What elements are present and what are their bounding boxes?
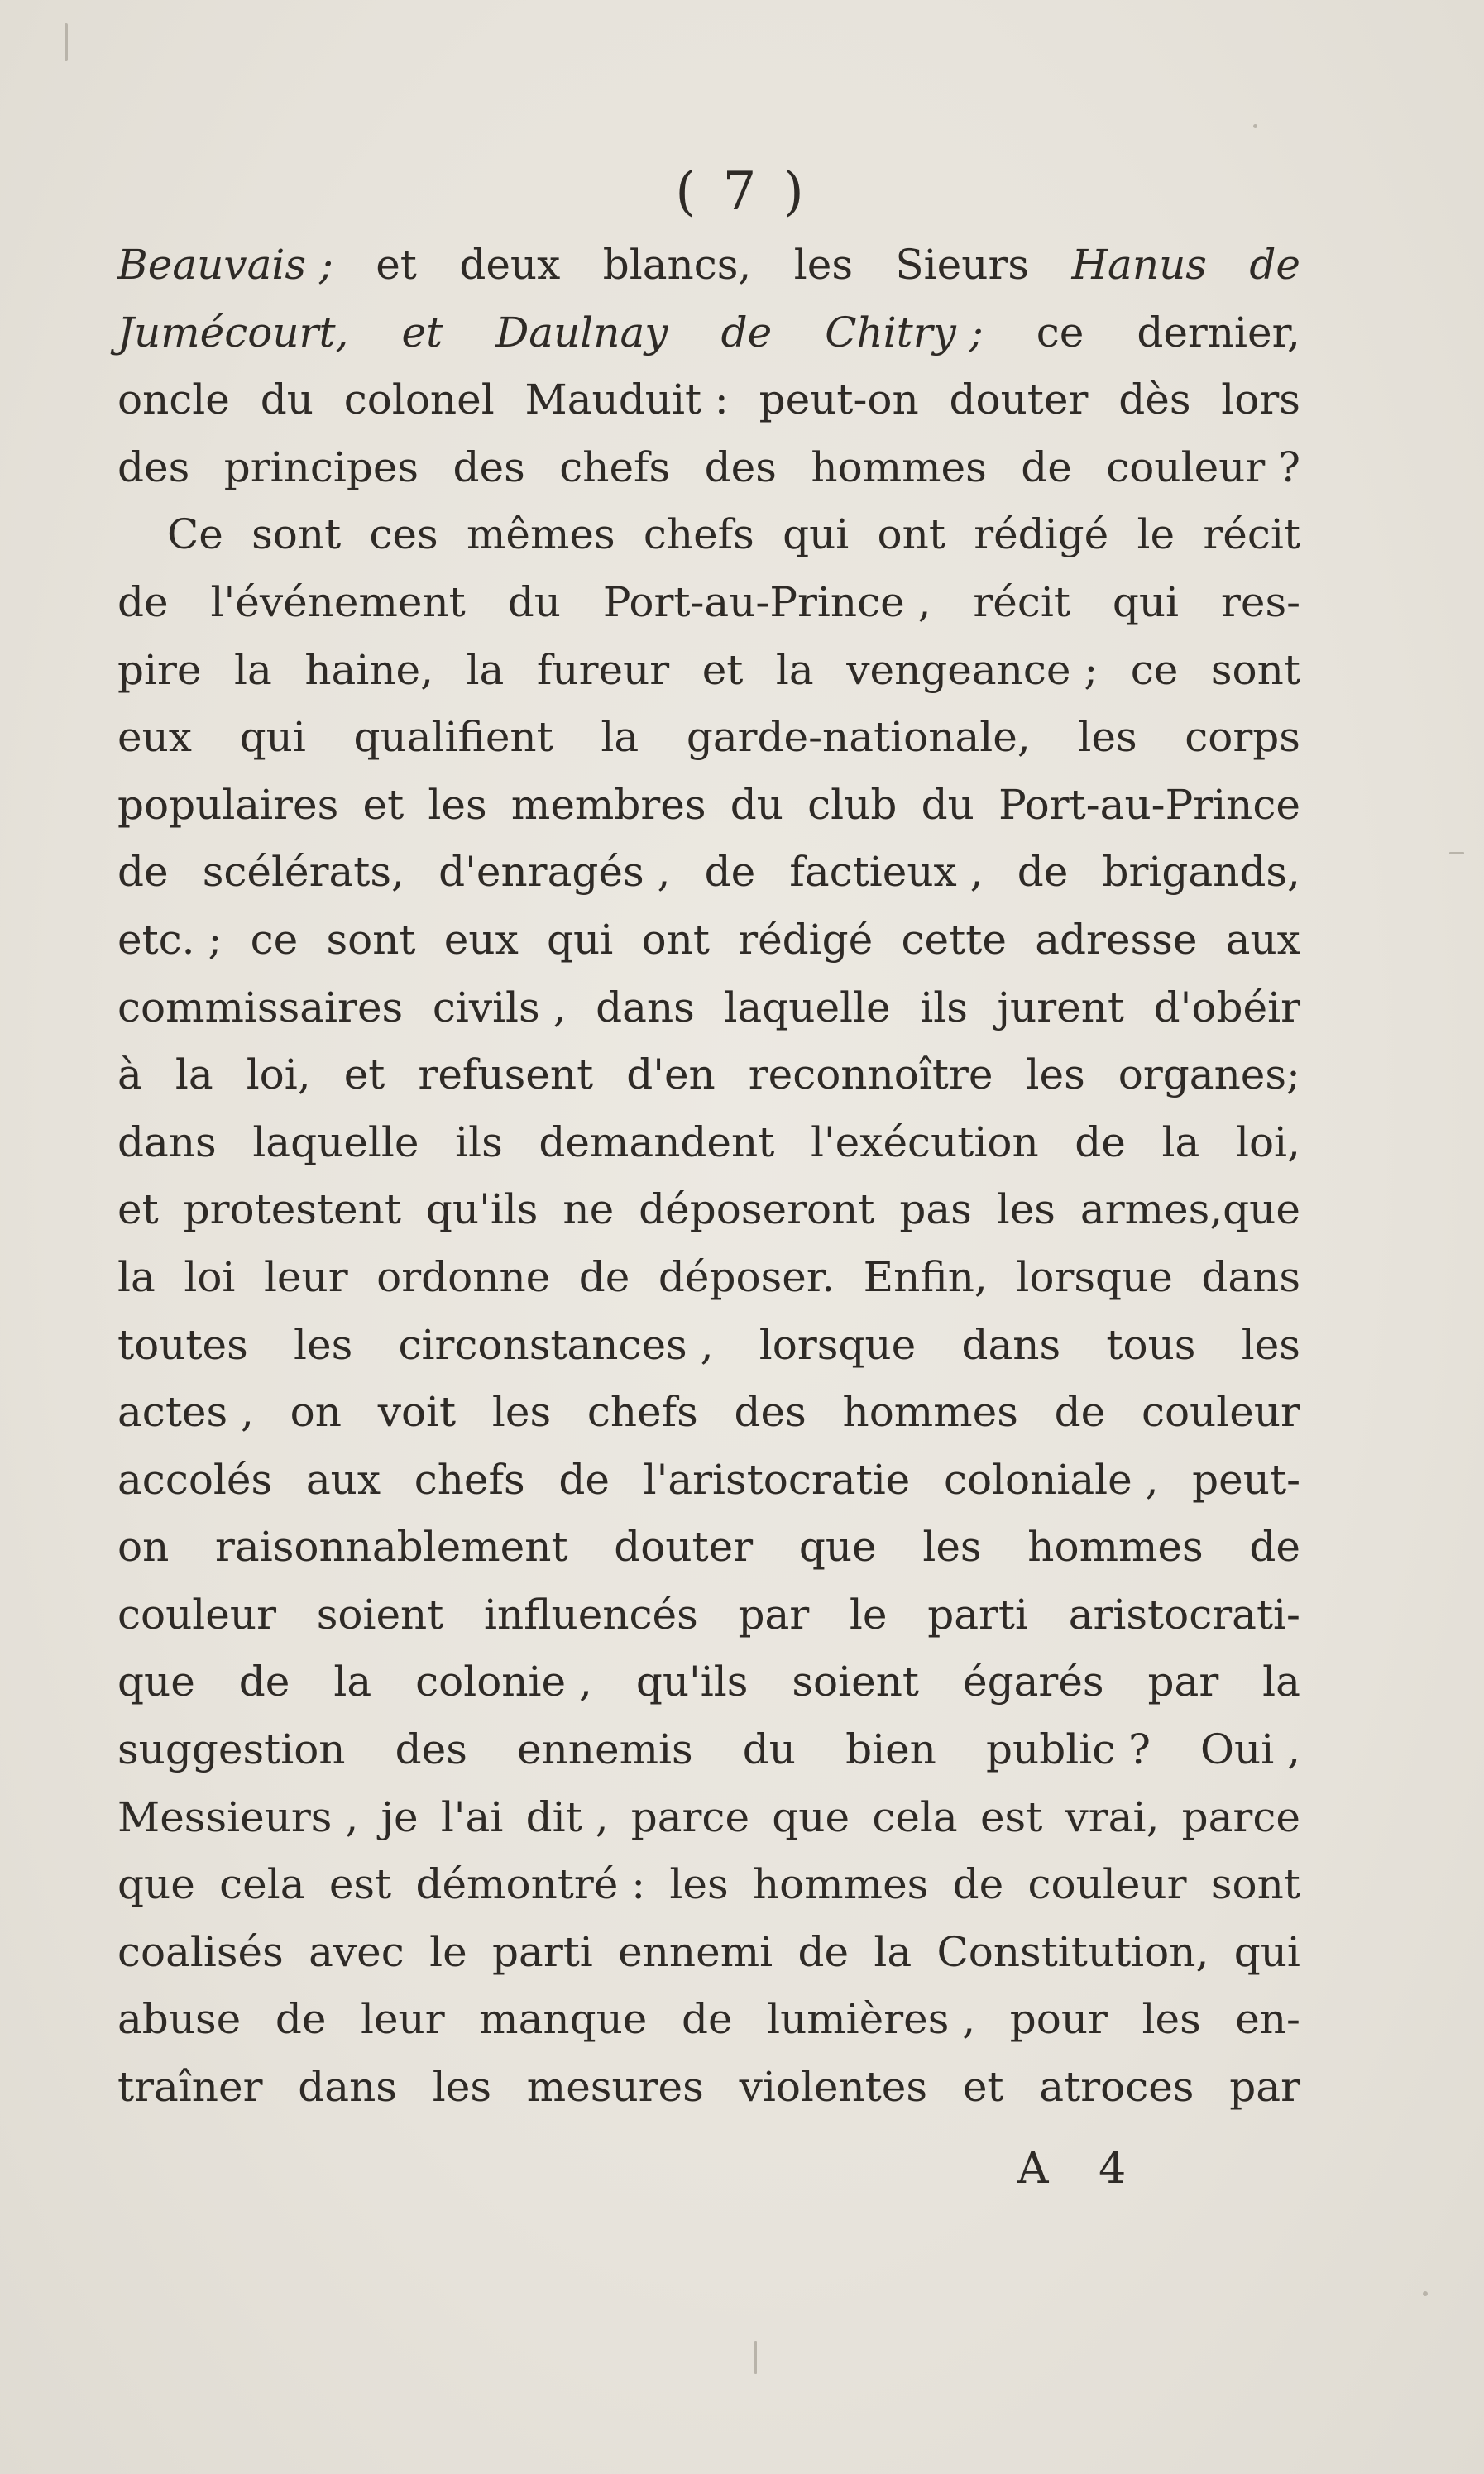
word: récit <box>973 577 1070 626</box>
word: atroces <box>1039 2063 1194 2112</box>
word: les <box>996 1185 1056 1234</box>
word: principes <box>223 443 419 491</box>
word: les <box>922 1523 982 1572</box>
word: Mauduit : <box>524 376 729 424</box>
word: factieux , <box>789 848 984 897</box>
word: parti <box>492 1927 593 1976</box>
word: par <box>1147 1658 1219 1706</box>
word: par <box>1229 2063 1300 2112</box>
word: les <box>294 1320 353 1369</box>
text-line <box>117 1109 1300 1177</box>
word: actes , <box>117 1388 254 1437</box>
text-line <box>117 1176 1300 1244</box>
word: à <box>117 1050 142 1099</box>
word: Port-au-Prince <box>998 780 1300 829</box>
word: leur <box>360 1995 445 2044</box>
word: chefs <box>414 1455 525 1504</box>
word: loi, <box>246 1050 311 1099</box>
word: rédigé <box>974 510 1109 559</box>
word: ce <box>1036 308 1084 357</box>
word: qui <box>1112 577 1180 626</box>
word: influencés <box>484 1590 698 1639</box>
word: de <box>275 1995 327 2044</box>
word: par <box>738 1590 810 1639</box>
word: soient <box>316 1590 444 1639</box>
word: est <box>328 1860 392 1909</box>
word: vengeance ; <box>846 645 1099 694</box>
word: reconnoître <box>748 1050 993 1099</box>
text-line <box>117 1312 1300 1380</box>
text-line <box>117 974 1300 1042</box>
word: la <box>775 645 814 694</box>
word: bien <box>845 1725 936 1774</box>
word: violentes <box>739 2063 928 2112</box>
word: égarés <box>962 1658 1104 1706</box>
word: commissaires <box>117 983 404 1031</box>
word: chefs <box>559 443 671 491</box>
word: organes; <box>1118 1050 1300 1099</box>
word: du <box>921 780 974 829</box>
word: et <box>117 1185 159 1234</box>
word: sont <box>1210 1860 1300 1909</box>
word: en- <box>1235 1995 1300 2044</box>
word: pour <box>1009 1995 1108 2044</box>
word: la <box>1161 1117 1200 1166</box>
text-line <box>117 501 1300 569</box>
word: dans <box>117 1117 217 1166</box>
word: eux <box>117 713 192 762</box>
word: ordonne <box>376 1252 551 1301</box>
word: de <box>578 1252 630 1301</box>
word: refusent <box>418 1050 594 1099</box>
word: les <box>669 1860 729 1909</box>
word: de <box>1249 241 1300 289</box>
word: et <box>701 645 744 694</box>
word: raisonnablement <box>215 1523 568 1572</box>
word: dès <box>1118 376 1191 424</box>
word: public ? <box>986 1725 1151 1774</box>
word: des <box>395 1725 467 1774</box>
word: tous <box>1106 1320 1196 1369</box>
word: hommes <box>842 1388 1018 1437</box>
word: hommes <box>752 1860 929 1909</box>
word: vrai, <box>1065 1792 1160 1841</box>
word: les <box>428 780 487 829</box>
word: les <box>793 241 853 289</box>
word: scélérats, <box>202 848 405 897</box>
word: Ce <box>167 510 223 559</box>
word: club <box>807 780 898 829</box>
word: et <box>401 308 443 357</box>
text-line <box>117 907 1300 974</box>
word: soient <box>792 1658 920 1706</box>
word: de <box>720 308 773 357</box>
word: couleur <box>117 1590 276 1639</box>
word: chefs <box>643 510 754 559</box>
paper-speck <box>1423 2291 1428 2296</box>
body-text <box>117 232 1300 2122</box>
text-line <box>117 1649 1300 1716</box>
word: de <box>681 1995 733 2044</box>
word: que <box>117 1860 195 1909</box>
word: l'événement <box>210 577 466 626</box>
word: lorsque <box>1016 1252 1173 1301</box>
word: circonstances , <box>398 1320 714 1369</box>
word: Enfin, <box>863 1252 988 1301</box>
word: l'exécution <box>810 1117 1039 1166</box>
catchword: A 4 <box>1017 2144 1145 2194</box>
word: douter <box>614 1523 754 1572</box>
text-line <box>117 637 1300 705</box>
word: coalisés <box>117 1927 284 1976</box>
word: Jumécourt, <box>117 308 349 357</box>
word: ce <box>1130 645 1179 694</box>
word: Beauvais ; <box>117 241 333 289</box>
page-number: ( 7 ) <box>675 161 809 223</box>
word: chefs <box>586 1388 698 1437</box>
word: laquelle <box>252 1117 419 1166</box>
word: du <box>742 1725 796 1774</box>
word: suggestion <box>117 1725 346 1774</box>
word: Daulnay <box>495 308 668 357</box>
word: les <box>432 2063 491 2112</box>
word: des <box>452 443 525 491</box>
word: ils <box>455 1117 503 1166</box>
text-line <box>117 569 1300 637</box>
word: qualifient <box>353 713 553 762</box>
word: aux <box>305 1455 381 1504</box>
word: de <box>1054 1388 1106 1437</box>
word: parce <box>1181 1792 1300 1841</box>
word: dans <box>1201 1252 1300 1301</box>
text-line <box>117 839 1300 907</box>
text-line <box>117 1514 1300 1582</box>
word: la <box>117 1252 156 1301</box>
word: la <box>234 645 272 694</box>
word: membres <box>510 780 706 829</box>
word: dans <box>961 1320 1061 1369</box>
word: la <box>333 1658 372 1706</box>
word: couleur <box>1027 1860 1187 1909</box>
word: déposer. <box>658 1252 835 1301</box>
word: couleur ? <box>1106 443 1300 491</box>
text-line <box>117 2054 1300 2122</box>
text-line <box>117 1986 1300 2054</box>
text-line <box>117 1582 1300 1649</box>
word: la <box>466 645 505 694</box>
word: on <box>290 1388 342 1437</box>
word: peut-on <box>759 376 919 424</box>
word: lors <box>1221 376 1300 424</box>
word: de <box>117 848 169 897</box>
text-line <box>117 1716 1300 1784</box>
word: accolés <box>117 1455 273 1504</box>
paper-speck <box>1253 124 1257 128</box>
word: rédigé <box>738 915 874 964</box>
text-line <box>117 299 1300 367</box>
word: blancs, <box>602 241 752 289</box>
word: ont <box>641 915 710 964</box>
word: l'aristocratie <box>643 1455 911 1504</box>
word: les <box>1026 1050 1085 1099</box>
text-line <box>117 1784 1300 1852</box>
word: Messieurs , <box>117 1792 359 1841</box>
word: lumières , <box>767 1995 976 2044</box>
word: de <box>1075 1117 1126 1166</box>
word: d'en <box>626 1050 716 1099</box>
word: couleur <box>1141 1388 1300 1437</box>
word: d'enragés , <box>438 848 671 897</box>
word: le <box>1137 510 1175 559</box>
word: Hanus <box>1071 241 1207 289</box>
word: parce <box>630 1792 750 1841</box>
word: du <box>507 577 561 626</box>
word: dit , <box>525 1792 609 1841</box>
word: des <box>734 1388 807 1437</box>
text-line <box>117 772 1300 840</box>
word: pire <box>117 645 202 694</box>
word: déposeront <box>639 1185 875 1234</box>
word: demandent <box>539 1117 775 1166</box>
word: parti <box>927 1590 1028 1639</box>
word: et <box>343 1050 385 1099</box>
word: de <box>1249 1523 1300 1572</box>
word: cette <box>901 915 1007 964</box>
word: d'obéir <box>1153 983 1300 1031</box>
word: etc. ; <box>117 915 223 964</box>
word: Port-au-Prince , <box>602 577 931 626</box>
word: loi, <box>1235 1117 1300 1166</box>
word: toutes <box>117 1320 248 1369</box>
word: cela <box>219 1860 305 1909</box>
word: de <box>952 1860 1004 1909</box>
word: res- <box>1220 577 1300 626</box>
word: ces <box>369 510 438 559</box>
word: Chitry ; <box>825 308 984 357</box>
word: et <box>962 2063 1004 2112</box>
text-line <box>117 366 1300 434</box>
word: douter <box>949 376 1089 424</box>
word: ils <box>920 983 968 1031</box>
word: Oui , <box>1200 1725 1300 1774</box>
word: mesures <box>526 2063 704 2112</box>
text-line <box>117 1851 1300 1919</box>
word: laquelle <box>724 983 891 1031</box>
word: pas <box>899 1185 972 1234</box>
text-line <box>117 1919 1300 1987</box>
word: protestent <box>183 1185 401 1234</box>
word: que <box>772 1792 850 1841</box>
word: mêmes <box>466 510 615 559</box>
word: haine, <box>304 645 434 694</box>
word: dans <box>298 2063 397 2112</box>
word: lorsque <box>759 1320 917 1369</box>
text-line <box>117 232 1300 299</box>
word: de <box>704 848 756 897</box>
word: avec <box>309 1927 405 1976</box>
word: dans <box>596 983 695 1031</box>
word: ennemis <box>517 1725 693 1774</box>
word: qui <box>547 915 614 964</box>
word: du <box>260 376 314 424</box>
word: de <box>117 577 169 626</box>
word: qui <box>239 713 306 762</box>
word: qui <box>783 510 850 559</box>
word: et <box>376 241 417 289</box>
word: la <box>601 713 639 762</box>
word: Constitution, <box>936 1927 1209 1976</box>
word: jurent <box>997 983 1125 1031</box>
paper-speck <box>754 2341 757 2374</box>
text-line <box>117 1447 1300 1515</box>
word: je <box>381 1792 419 1841</box>
word: les <box>1142 1995 1201 2044</box>
word: démontré : <box>415 1860 646 1909</box>
paper-speck <box>1449 852 1464 854</box>
word: des <box>704 443 777 491</box>
text-line <box>117 1379 1300 1447</box>
word: la <box>175 1050 213 1099</box>
word: la <box>874 1927 912 1976</box>
word: qui <box>1233 1927 1300 1976</box>
word: les <box>491 1388 552 1437</box>
word: dernier, <box>1137 308 1300 357</box>
word: deux <box>459 241 561 289</box>
word: adresse <box>1035 915 1198 964</box>
word: coloniale , <box>943 1455 1159 1504</box>
word: armes,que <box>1079 1185 1300 1234</box>
word: de <box>1021 443 1072 491</box>
word: hommes <box>811 443 987 491</box>
word: colonie , <box>415 1658 592 1706</box>
word: oncle <box>117 376 230 424</box>
word: Sieurs <box>895 241 1030 289</box>
word: eux <box>443 915 519 964</box>
word: traîner <box>117 2063 263 2112</box>
word: de <box>558 1455 610 1504</box>
word: le <box>429 1927 467 1976</box>
text-line <box>117 1244 1300 1312</box>
word: corps <box>1185 713 1300 762</box>
word: aux <box>1225 915 1300 964</box>
word: on <box>117 1523 170 1572</box>
word: de <box>1017 848 1069 897</box>
word: aristocrati- <box>1068 1590 1300 1639</box>
word: leur <box>263 1252 348 1301</box>
word: ne <box>562 1185 615 1234</box>
word: que <box>117 1658 195 1706</box>
word: le <box>849 1590 888 1639</box>
text-line <box>117 1041 1300 1109</box>
word: sont <box>251 510 342 559</box>
word: du <box>730 780 783 829</box>
word: les <box>1078 713 1137 762</box>
word: abuse <box>117 1995 242 2044</box>
word: des <box>117 443 190 491</box>
word: qu'ils <box>635 1658 749 1706</box>
word: l'ai <box>440 1792 504 1841</box>
word: populaires <box>117 780 339 829</box>
word: ont <box>877 510 945 559</box>
word: récit <box>1203 510 1300 559</box>
word: de <box>797 1927 850 1976</box>
word: hommes <box>1027 1523 1204 1572</box>
text-line <box>117 434 1300 502</box>
word: ce <box>250 915 299 964</box>
word: sont <box>1210 645 1300 694</box>
word: et <box>362 780 405 829</box>
word: peut- <box>1192 1455 1300 1504</box>
word: brigands, <box>1102 848 1300 897</box>
word: cela <box>872 1792 958 1841</box>
word: de <box>238 1658 290 1706</box>
word: ennemi <box>618 1927 773 1976</box>
word: colonel <box>343 376 495 424</box>
word: fureur <box>536 645 670 694</box>
word: manque <box>479 1995 648 2044</box>
word: la <box>1262 1658 1300 1706</box>
paper-speck <box>65 23 68 61</box>
word: que <box>798 1523 877 1572</box>
word: civils , <box>432 983 567 1031</box>
word: loi <box>184 1252 236 1301</box>
word: les <box>1241 1320 1300 1369</box>
text-line <box>117 704 1300 772</box>
word: garde-nationale, <box>686 713 1031 762</box>
word: est <box>979 1792 1043 1841</box>
word: voit <box>377 1388 457 1437</box>
word: sont <box>326 915 416 964</box>
word: qu'ils <box>425 1185 539 1234</box>
